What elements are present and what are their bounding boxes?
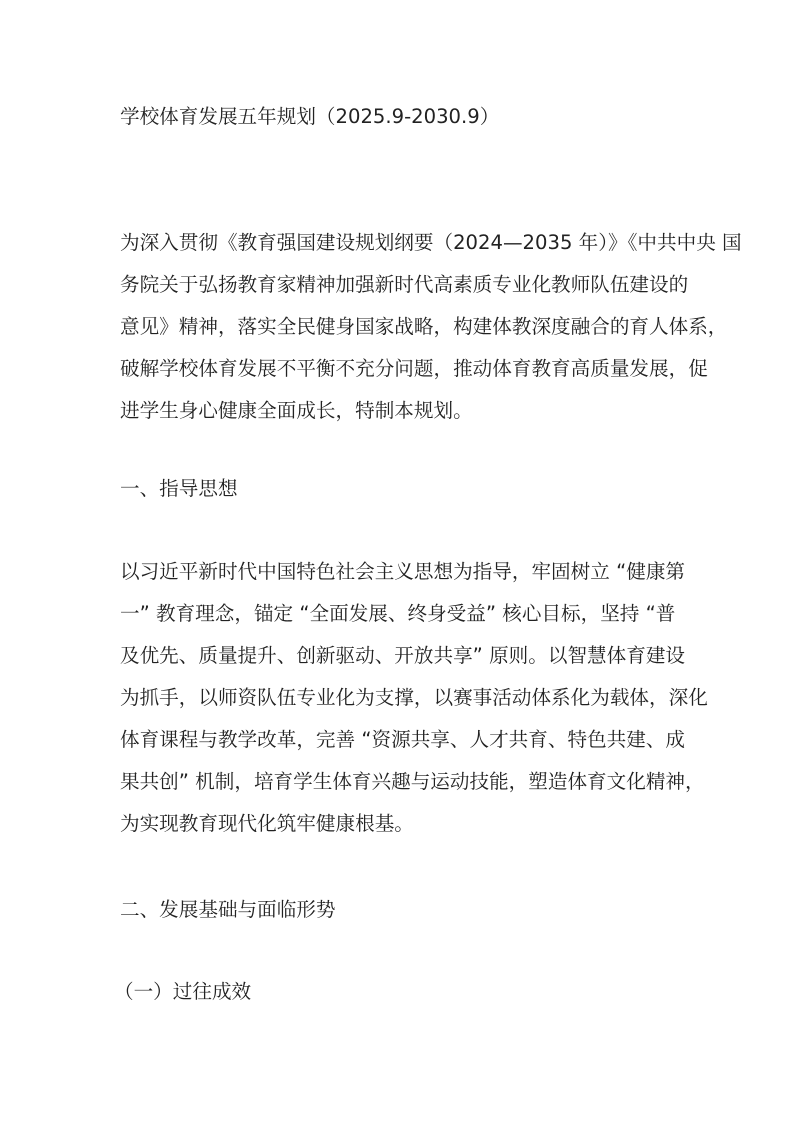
intro-line: 务院关于弘扬教育家精神加强新时代高素质专业化教师队伍建设的 — [120, 273, 689, 296]
intro-line: 破解学校体育发展不平衡不充分问题，推动体育教育高质量发展，促 — [120, 357, 708, 380]
section-heading-1: 一、指导思想 — [120, 477, 238, 500]
intro-line: 意见》精神，落实全民健身国家战略，构建体教深度融合的育人体系， — [120, 315, 728, 338]
intro-line: 进学生身心健康全面成长，特制本规划。 — [120, 399, 473, 422]
section1-line: 果共创” 机制，培育学生体育兴趣与运动技能，塑造体育文化精神， — [120, 770, 705, 793]
section1-line: 一” 教育理念，锚定 “全面发展、终身受益” 核心目标，坚持 “普 — [120, 602, 676, 625]
section1-line: 及优先、质量提升、创新驱动、开放共享” 原则。以智慧体育建设 — [120, 644, 686, 667]
subsection-heading: （一）过往成效 — [114, 980, 252, 1003]
document-title: 学校体育发展五年规划（2025.9-2030.9） — [120, 105, 500, 128]
section1-line: 体育课程与教学改革，完善 “资源共享、人才共育、特色共建、成 — [120, 728, 686, 751]
section1-line: 为实现教育现代化筑牢健康根基。 — [120, 812, 414, 835]
section-heading-2: 二、发展基础与面临形势 — [120, 898, 336, 921]
section1-line: 为抓手，以师资队伍专业化为支撑，以赛事活动体系化为载体，深化 — [120, 686, 708, 709]
intro-line: 为深入贯彻《教育强国建设规划纲要（2024—2035 年）》《中共中央 国 — [120, 231, 742, 254]
section1-line: 以习近平新时代中国特色社会主义思想为指导，牢固树立 “健康第 — [120, 560, 686, 583]
